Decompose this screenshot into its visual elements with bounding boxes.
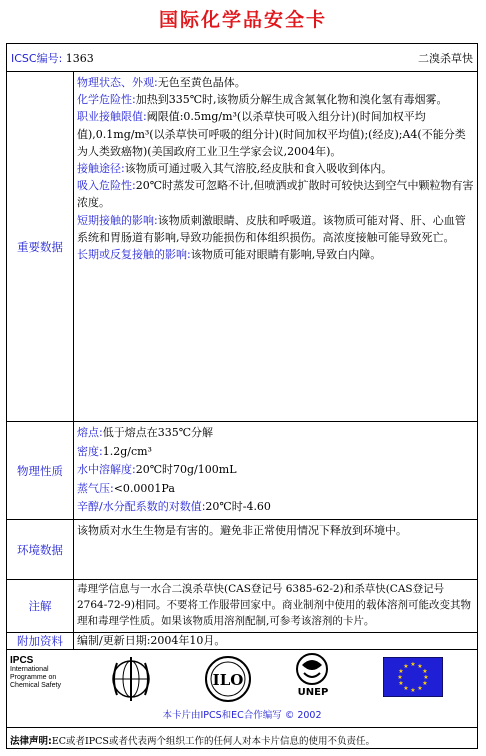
svg-text:★: ★ xyxy=(423,674,429,681)
physical-property-item xyxy=(77,424,474,443)
physical-property-value: <0.0001Pa xyxy=(113,481,175,495)
logo-strip xyxy=(7,649,477,728)
important-data-key: 物理状态、外观: xyxy=(77,76,158,89)
physical-property-key: 水中溶解度: xyxy=(77,463,136,476)
important-data-value: 加热到335℃时,该物质分解生成含氮氧化物和溴化氢有毒烟雾。 xyxy=(135,93,448,107)
important-data-value: 该物质刺激眼睛、皮肤和呼吸道。该物质可能对肾、肝、心血管系统和胃肠道有影响,导致功能损伤和体组织损伤。高浓度接触可能导致死亡。 xyxy=(77,213,466,244)
environment-row xyxy=(7,520,477,580)
ilo-emblem-icon xyxy=(203,653,253,705)
physical-properties-label: 物理性质 xyxy=(7,422,74,519)
important-data-content xyxy=(77,74,474,263)
svg-text:★: ★ xyxy=(410,661,416,668)
physical-property-item xyxy=(77,443,474,462)
important-data-value: 20℃时蒸发可忽略不计,但喷洒或扩散时可较快达到空气中颗粒物有害浓度。 xyxy=(77,179,474,210)
physical-property-item xyxy=(77,498,474,517)
important-data-key: 化学危险性: xyxy=(77,93,136,107)
physical-property-value: 20℃时70g/100mL xyxy=(135,463,237,476)
svg-text:★: ★ xyxy=(417,663,423,670)
svg-text:★: ★ xyxy=(422,668,428,675)
physical-property-value: 1.2g/cm³ xyxy=(102,444,152,458)
physical-property-key: 蒸气压: xyxy=(77,481,114,495)
card-title: 国际化学品安全卡 xyxy=(158,9,327,31)
physical-property-key: 熔点: xyxy=(77,426,103,439)
important-data-key: 接触途径: xyxy=(77,162,125,176)
environment-text: 该物质对水生生物是有害的。避免非正常使用情况下释放到环境中。 xyxy=(77,524,407,537)
important-data-item xyxy=(77,177,474,211)
important-data-item xyxy=(77,212,474,246)
important-data-key: 职业接触限值: xyxy=(77,110,147,124)
legal-statement xyxy=(10,733,375,747)
legal-label: 法律声明: xyxy=(10,736,52,747)
svg-text:★: ★ xyxy=(397,674,403,681)
physical-property-value: 20℃时-4.60 xyxy=(205,500,271,513)
important-data-item xyxy=(77,91,474,108)
important-data-key: 吸入危险性: xyxy=(77,179,136,193)
physical-property-key: 辛醇/水分配系数的对数值: xyxy=(77,500,206,513)
environment-label: 环境数据 xyxy=(7,520,74,579)
unep-text: UNEP xyxy=(297,687,329,698)
important-data-label: 重要数据 xyxy=(7,72,74,421)
physical-property-item xyxy=(77,480,474,499)
svg-text:★: ★ xyxy=(398,668,404,675)
physical-property-value: 低于熔点在335℃分解 xyxy=(102,426,214,439)
important-data-value: 该物质可通过吸入其气溶胶,经皮肤和食入吸收到体内。 xyxy=(124,162,393,176)
icsc-code-label: ICSC编号: xyxy=(11,52,63,65)
who-emblem-icon xyxy=(107,655,155,703)
header-row xyxy=(7,44,477,72)
extra-info-row xyxy=(7,633,477,650)
svg-text:★: ★ xyxy=(410,687,416,694)
svg-text:ILO: ILO xyxy=(212,671,244,689)
card-table xyxy=(6,43,478,749)
icsc-code-value: 1363 xyxy=(65,52,94,65)
svg-text:★: ★ xyxy=(403,685,409,692)
eu-flag-icon xyxy=(383,657,443,697)
important-data-item xyxy=(77,246,474,263)
physical-property-item xyxy=(77,461,474,480)
important-data-value: 阈限值:0.5mg/m³(以杀草快可吸入组分计)(时间加权平均值),0.1mg/m³(以杀草快可呼吸的组分计)(时间加权平均值);(经皮);A4(不能分类为人类致癌物)(美国政府工业卫生学家会议,2004年)。 xyxy=(77,110,466,158)
physical-property-key: 密度: xyxy=(77,444,103,458)
important-data-item xyxy=(77,74,474,91)
svg-text:★: ★ xyxy=(398,680,404,687)
extra-info-text: 编制/更新日期:2004年10月。 xyxy=(77,634,226,647)
legal-text: EC或者IPCS或者代表两个组织工作的任何人对本卡片信息的使用不负责任。 xyxy=(51,736,375,747)
credit-line: 本卡片由IPCS和EC合作编写 © 2002 xyxy=(162,710,322,721)
physical-properties-row xyxy=(7,422,477,520)
physical-properties-content xyxy=(77,424,474,517)
notes-label: 注解 xyxy=(7,580,74,632)
svg-text:★: ★ xyxy=(417,685,423,692)
important-data-item xyxy=(77,108,474,160)
ipcs-logo: IPCS International Programme on Chemical Safety xyxy=(10,655,61,689)
svg-text:★: ★ xyxy=(422,680,428,687)
important-data-value: 该物质可能对眼睛有影响,导致白内障。 xyxy=(190,248,382,262)
important-data-key: 短期接触的影响: xyxy=(77,213,158,227)
notes-row xyxy=(7,580,477,633)
notes-text: 毒理学信息与一水合二溴杀草快(CAS登记号 6385-62-2)和杀草快(CAS登记号2764-72-9)相同。不要将工作服带回家中。商业制剂中使用的载体溶剂可能改变其物理和毒理学性质。如果该物质用溶剂配制,可参考该溶剂的卡片。 xyxy=(77,583,471,627)
svg-text:★: ★ xyxy=(403,663,409,670)
important-data-item xyxy=(77,160,474,177)
icsc-code xyxy=(11,50,94,66)
important-data-row xyxy=(7,72,477,422)
important-data-value: 无色至黄色晶体。 xyxy=(157,76,246,89)
important-data-key: 长期或反复接触的影响: xyxy=(77,248,191,262)
extra-info-label: 附加资料 xyxy=(7,633,74,649)
chemical-name: 二溴杀草快 xyxy=(418,52,473,65)
